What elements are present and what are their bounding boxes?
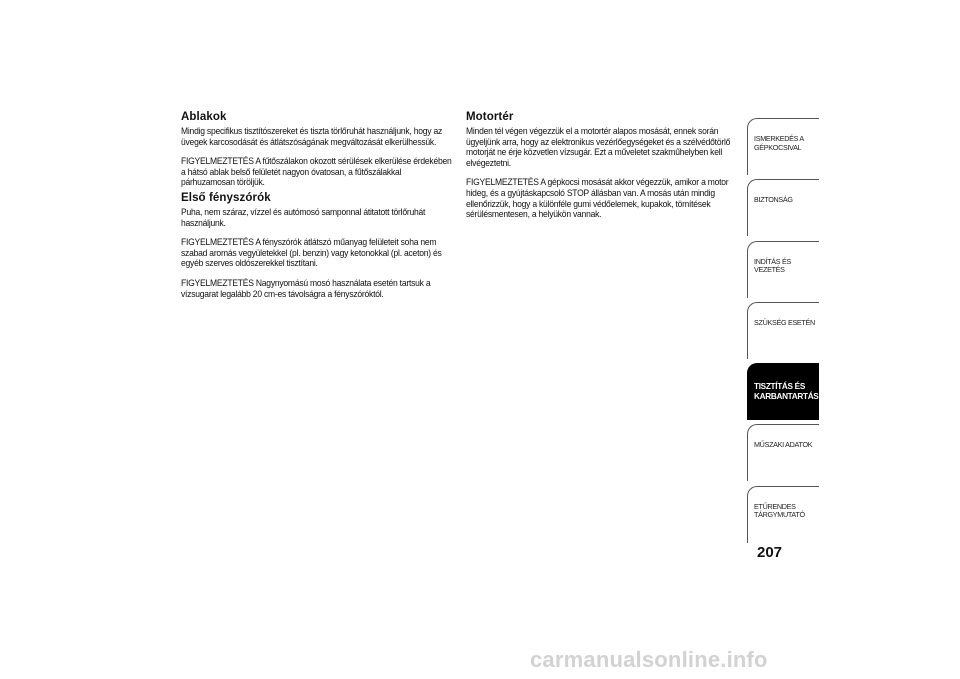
right-column xyxy=(466,110,744,229)
tab-label: BIZTONSÁG xyxy=(754,195,793,205)
left-column xyxy=(181,110,456,308)
tab-szukseg-eseten[interactable] xyxy=(747,302,819,359)
tab-targymutato[interactable] xyxy=(747,486,819,543)
tab-label: INDÍTÁS ÉS VEZETÉS xyxy=(754,256,791,275)
paragraph: Minden tél végen végezzük el a motortér alapos mosását, ennek során ügyeljünk arra, hogy az elektronikus vezérlőegységeket és a szélvédőtörlő motorját ne érje közvetlen vízsugár. Ezt a műveletet szakműhelyben kell elvégeztetni. xyxy=(466,126,731,168)
warning-paragraph: FIGYELMEZTETÉS A fűtőszálakon okozott sérülések elkerülése érdekében a hátsó ablak belső felületét nagyon óvatosan, a fűtőszálakkal párhuzamosan töröljük. xyxy=(181,156,452,188)
page-number: 207 xyxy=(757,544,783,561)
tab-label: SZÜKSÉG ESETÉN xyxy=(754,317,815,327)
tab-label: ISMERKEDÉS A GÉPKOCSIVAL xyxy=(754,134,804,152)
section-heading-motorter: Motortér xyxy=(466,111,514,123)
tab-label: ETŰRENDES TÁRGYMUTATÓ xyxy=(754,501,805,520)
tab-ismerkedes[interactable] xyxy=(747,118,819,175)
tab-label: MŰSZAKI ADATOK xyxy=(754,440,813,450)
warning-paragraph: FIGYELMEZTETÉS Nagynyomású mosó használata esetén tartsuk a vízsugarat legalább 20 cm-es távolságra a fényszóróktól. xyxy=(181,277,431,299)
paragraph: Mindig specifikus tisztítószereket és tiszta törlőruhát használjunk, hogy az üvegek karcosodását és átlátszóságának megváltozását elkerülhessük. xyxy=(181,126,443,147)
tab-inditas-es-vezetes[interactable] xyxy=(747,241,819,298)
warning-paragraph: FIGYELMEZTETÉS A fényszórók átlátszó műanyag felületeit soha nem szabad aromás vegyületekkel (pl. benzin) vagy ketonokkal (pl. aceton) és egyéb szerves oldószerekkel tisztítani. xyxy=(181,237,442,269)
paragraph: Puha, nem száraz, vízzel és autómosó samponnal átitatott törlőruhát használjunk. xyxy=(181,206,426,228)
warning-paragraph: FIGYELMEZTETÉS A gépkocsi mosását akkor végezzük, amikor a motor hideg, és a gyújtáskapcsoló STOP állásban van. A mosás után mindig ellenőrizzük, hogy a különféle gumi védőelemek, kupakok, tömítések sérülésmentesen, a helyükön vannak. xyxy=(466,177,729,220)
tab-muszaki-adatok[interactable] xyxy=(747,424,819,481)
tab-biztonsag[interactable] xyxy=(747,179,819,236)
watermark: carmanualsonline.info xyxy=(530,647,768,672)
tab-label: TISZTÍTÁS ÉS KARBANTARTÁS xyxy=(754,382,819,401)
tab-tisztitas-es-karbantartas[interactable] xyxy=(747,363,819,420)
section-heading-elso-fenyszorok: Első fényszórók xyxy=(181,191,271,204)
section-heading-ablakok: Ablakok xyxy=(181,111,227,123)
chapter-tabs xyxy=(747,118,819,547)
